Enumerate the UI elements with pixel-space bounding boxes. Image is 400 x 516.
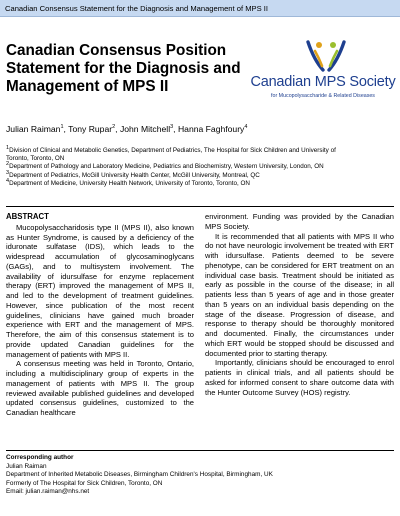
affiliation [6,169,396,180]
author-superscript: 2 [112,124,116,131]
affiliation-text: Department of Pathology and Laboratory Medicine, Pediatrics and Biochemistry, Western University, London, ON [9,163,324,171]
abstract-paragraph: A consensus meeting was held in Toronto, Ontario, including a multidisciplinary group of experts in the management of patients with MPS II. The group reviewed available published guidelines and developed updated consensus guidelines, customized to the Canadian healthcare [6,359,194,417]
author-superscript: 4 [244,124,248,131]
author-name: John Mitchell [119,124,171,134]
society-logo [250,36,396,116]
affiliation-superscript: 4 [6,177,10,184]
abstract-paragraph: Importantly, clinicians should be encouraged to enrol patients in clinical trials, and all patients should be asked for informed consent to share outcome data with the Hunter Outcome Survey (HOS) registry. [205,358,394,397]
affiliation-superscript: 1 [6,144,10,151]
affiliation [6,163,396,171]
affiliation-text: Division of Clinical and Metabolic Genetics, Department of Pediatrics, The Hospital for Sick Children and University of [9,147,336,154]
logo-name: Canadian MPS Society [250,74,396,90]
figures-with-raised-arms-icon [304,36,348,72]
running-header: Canadian Consensus Statement for the Diagnosis and Management of MPS II [0,0,400,17]
affiliation-text: Department of Medicine, University Health Network, University of Toronto, Toronto, ON [9,179,250,187]
abstract-paragraph: It is recommended that all patients with MPS II who do not have neurologic involvement be treated with ERT with idursulfase. Patients deemed to be severe phenotype, can be considered for ERT treatment on an individual case basis. Treatment should be initiated as early as possible in the course of the disease; in all patients less than 5 years of age and in those greater than 5 years on an individual basis depending on the stage of the disease. Progression of disease, and response to therapy should be thoroughly monitored and documented. Finally, the circumstances under which ERT would be stopped should be discussed and documented prior to starting therapy. [205,231,394,358]
affiliation [6,177,396,188]
affiliation-superscript: 3 [6,169,10,176]
author-separator: , [173,124,178,134]
author-list [6,123,396,135]
corresponding-author-heading: Corresponding author [6,454,74,461]
abstract-paragraph: Mucopolysaccharidosis type II (MPS II), also known as Hunter Syndrome, is caused by a deficiency of the iduronate sulfatase (IDS), which leads to the widespread accumulation of glycosaminoglycans (GAGs), and to multisystem involvement. The availability of idursulfase for enzyme replacement therapy (ERT) improved the management of MPS II, and led to the development of treatment guidelines. However, since publication of the most recent guidelines, clinicians have gained much broader experience with ERT and the management of MPS. Therefore, the aim of this consensus statement is to provide updated Canadian guidelines for the management of patients with MPS II. [6,222,194,359]
author-separator: , [115,124,120,134]
corresponding-author-line: Department of Inherited Metabolic Diseases, Birmingham Children's Hospital, Birmingham, UK [6,471,273,479]
author-name: Julian Raiman [6,124,61,134]
affiliation [6,144,396,155]
logo-tagline: for Mucopolysaccharide & Related Diseases [271,93,375,99]
affiliation-continuation: Toronto, Toronto, ON [6,155,65,163]
author-superscript: 3 [170,124,174,131]
corresponding-author-email[interactable]: Email: julian.raiman@nhs.net [6,488,90,496]
abstract-left-column [6,212,194,418]
article-title: Canadian Consensus Position Statement for the Diagnosis and Management of MPS II [6,42,241,95]
affiliation-list [6,144,396,188]
abstract-heading: ABSTRACT [6,212,49,221]
footer-divider [6,450,394,451]
corresponding-author [6,454,396,497]
affiliation-superscript: 2 [6,161,10,168]
abstract-paragraph: environment. Funding was provided by the Canadian MPS Society. [205,212,394,231]
author-superscript: 1 [60,124,64,131]
corresponding-author-line: Formerly of The Hospital for Sick Children, Toronto, ON [6,479,163,487]
affiliation-text: Department of Pediatrics, McGill University Health Center, McGill University, Montreal, QC [9,171,260,179]
author-name: Hanna Faghfoury [177,124,245,134]
author-separator: , [63,124,69,134]
author-name: Tony Rupar [68,124,113,134]
corresponding-author-line: Julian Raiman [6,462,47,470]
abstract-right-column [205,212,394,397]
section-divider [6,206,394,207]
